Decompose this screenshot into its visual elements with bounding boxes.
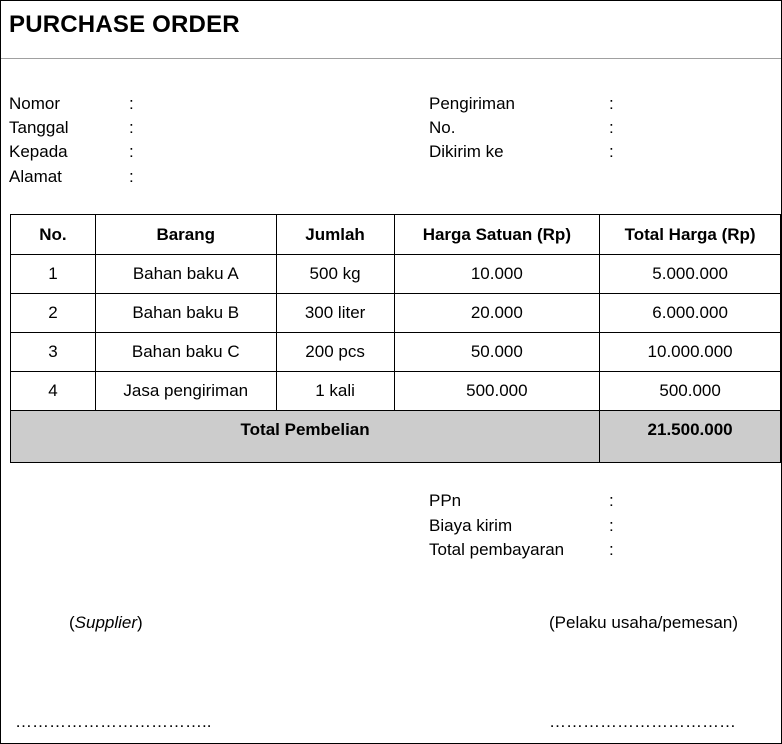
field-alamat-label: Alamat	[9, 167, 62, 186]
summary-biaya-kirim-colon: :	[609, 516, 614, 535]
field-pengiriman-colon: :	[609, 94, 614, 113]
cell-total-harga: 5.000.000	[600, 255, 781, 294]
field-no-label: No.	[429, 118, 456, 137]
header-barang: Barang	[95, 215, 276, 255]
cell-jumlah: 500 kg	[276, 255, 394, 294]
field-kepada-label: Kepada	[9, 142, 68, 161]
cell-harga-satuan: 500.000	[394, 372, 600, 411]
summary-total-pembayaran-label: Total pembayaran	[429, 540, 565, 559]
total-pembelian-label: Total Pembelian	[11, 411, 600, 463]
signature-supplier-label	[69, 613, 143, 633]
total-row	[11, 411, 781, 463]
cell-total-harga: 500.000	[600, 372, 781, 411]
cell-total-harga: 6.000.000	[600, 294, 781, 333]
cell-no: 1	[11, 255, 96, 294]
field-nomor-label: Nomor	[9, 94, 61, 113]
cell-no: 2	[11, 294, 96, 333]
field-pengiriman-label: Pengiriman	[429, 94, 515, 113]
table-header-row	[11, 215, 781, 255]
table-row	[11, 294, 781, 333]
cell-no: 3	[11, 333, 96, 372]
items-table	[10, 214, 781, 463]
field-nomor-colon: :	[129, 94, 134, 113]
header-no: No.	[11, 215, 96, 255]
summary-ppn-colon: :	[609, 491, 614, 510]
header-harga-satuan: Harga Satuan (Rp)	[394, 215, 600, 255]
cell-barang: Bahan baku B	[95, 294, 276, 333]
supplier-close-paren: )	[137, 613, 143, 632]
field-alamat-colon: :	[129, 167, 134, 186]
table-row	[11, 372, 781, 411]
cell-barang: Bahan baku A	[95, 255, 276, 294]
field-dikirim-ke-label: Dikirim ke	[429, 142, 504, 161]
table-row	[11, 333, 781, 372]
cell-jumlah: 200 pcs	[276, 333, 394, 372]
supplier-open-paren: (	[69, 613, 75, 632]
summary-biaya-kirim-label: Biaya kirim	[429, 516, 513, 535]
total-pembelian-value: 21.500.000	[600, 411, 781, 463]
signature-pemesan-line: ……………………………	[549, 712, 736, 731]
field-kepada-colon: :	[129, 142, 134, 161]
cell-jumlah: 1 kali	[276, 372, 394, 411]
document-title: PURCHASE ORDER	[9, 11, 240, 38]
cell-harga-satuan: 50.000	[394, 333, 600, 372]
signature-supplier-line: ……………………………..	[15, 712, 212, 731]
table-row	[11, 255, 781, 294]
cell-jumlah: 300 liter	[276, 294, 394, 333]
cell-total-harga: 10.000.000	[600, 333, 781, 372]
field-dikirim-ke-colon: :	[609, 142, 614, 161]
cell-harga-satuan: 20.000	[394, 294, 600, 333]
cell-barang: Jasa pengiriman	[95, 372, 276, 411]
signature-pemesan-label: (Pelaku usaha/pemesan)	[549, 613, 739, 632]
header-jumlah: Jumlah	[276, 215, 394, 255]
cell-barang: Bahan baku C	[95, 333, 276, 372]
field-no-colon: :	[609, 118, 614, 137]
field-tanggal-label: Tanggal	[9, 118, 69, 137]
header-total-harga: Total Harga (Rp)	[600, 215, 781, 255]
cell-harga-satuan: 10.000	[394, 255, 600, 294]
field-tanggal-colon: :	[129, 118, 134, 137]
cell-no: 4	[11, 372, 96, 411]
summary-ppn-label: PPn	[429, 491, 462, 510]
title-divider	[1, 58, 781, 59]
supplier-role: Supplier	[74, 613, 138, 632]
summary-total-pembayaran-colon: :	[609, 540, 614, 559]
